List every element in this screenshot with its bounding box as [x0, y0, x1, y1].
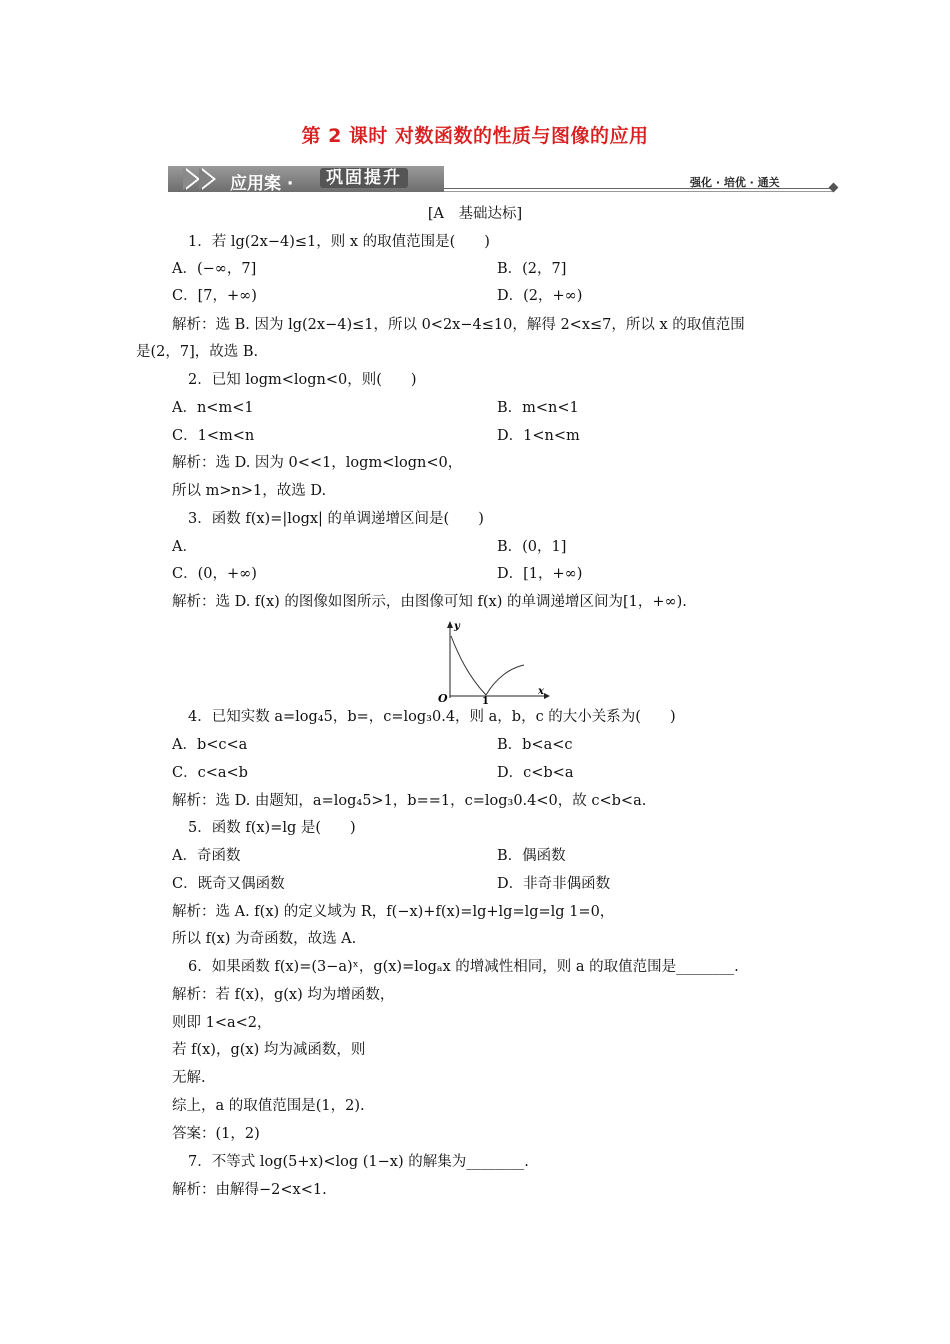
- banner-left-label: 应用案 ·: [230, 174, 294, 194]
- option-d: D．(2，+∞): [497, 288, 583, 304]
- option-b: B．m<n<1: [497, 400, 579, 416]
- solution-text: 所以 f(x) 为奇函数，故选 A.: [172, 931, 357, 947]
- curve-right: [486, 665, 524, 695]
- option-a: A．b<c<a: [172, 737, 248, 753]
- section-heading: [A 基础达标]: [427, 206, 523, 222]
- option-b: B．(0，1]: [497, 539, 567, 555]
- solution-text: 解析：选 D. 因为 0<<1，logm<logn<0，: [172, 455, 463, 471]
- page-title: 第 2 课时 对数函数的性质与图像的应用: [301, 125, 649, 147]
- solution-text: 是(2，7]，故选 B.: [136, 344, 259, 360]
- solution-text: 解析：选 D. f(x) 的图像如图所示，由图像可知 f(x) 的单调递增区间为[1，+∞).: [172, 594, 687, 610]
- option-a: A．(−∞，7]: [172, 261, 257, 277]
- origin-label: O: [438, 692, 448, 704]
- question-2: 2．已知 logm<logn<0，则( ): [188, 372, 417, 388]
- solution-text: 无解.: [172, 1070, 206, 1086]
- x-axis-arrow-icon: [544, 693, 550, 699]
- option-c: C．c<a<b: [172, 765, 248, 781]
- option-c: C．[7，+∞): [172, 288, 257, 304]
- curve-left: [451, 636, 486, 695]
- solution-text: 解析：选 D. 由题知，a=log₄5>1，b==1，c=log₃0.4<0，故 c<b<a.: [172, 793, 647, 809]
- chevron-icon: [183, 168, 197, 190]
- option-c: C．1<m<n: [172, 428, 255, 444]
- solution-text: 解析：选 B. 因为 lg(2x−4)≤1，所以 0<2x−4≤10，解得 2<x≤7，所以 x 的取值范围: [172, 317, 745, 333]
- option-a: A．奇函数: [172, 848, 241, 864]
- question-1: 1．若 lg(2x−4)≤1，则 x 的取值范围是( ): [188, 234, 490, 250]
- option-a: A．n<m<1: [172, 400, 254, 416]
- function-graph: [420, 618, 560, 704]
- option-a: A．: [172, 539, 197, 555]
- solution-text: 解析：由解得−2<x<1.: [172, 1182, 327, 1198]
- question-6: 6．如果函数 f(x)=(3−a)ˣ，g(x)=logₐx 的增减性相同，则 a 的取值范围是________.: [188, 959, 739, 975]
- solution-text: 解析：若 f(x)，g(x) 均为增函数，: [172, 987, 395, 1003]
- option-c: C．既奇又偶函数: [172, 876, 285, 892]
- answer-text: 答案：(1，2): [172, 1126, 260, 1142]
- option-d: D．c<b<a: [497, 765, 574, 781]
- banner-tag: 强化 · 培优 · 通关: [690, 176, 780, 189]
- x-axis-label: x: [538, 686, 544, 697]
- option-d: D．[1，+∞): [497, 566, 583, 582]
- option-b: B．b<a<c: [497, 737, 573, 753]
- solution-text: 则即 1<a<2，: [172, 1015, 272, 1031]
- option-c: C．(0，+∞): [172, 566, 257, 582]
- option-d: D．1<n<m: [497, 428, 580, 444]
- option-d: D．非奇非偶函数: [497, 876, 611, 892]
- tick-label: 1: [482, 696, 489, 704]
- solution-text: 所以 m>n>1，故选 D.: [172, 483, 327, 499]
- y-axis-label: y: [454, 621, 460, 632]
- banner-rule: [444, 191, 834, 192]
- banner-right-label: 巩固提升: [320, 168, 408, 188]
- y-axis-arrow-icon: [447, 621, 453, 628]
- chevron-icon: [199, 168, 213, 190]
- question-4: 4．已知实数 a=log₄5，b=，c=log₃0.4，则 a，b，c 的大小关系为( ): [188, 709, 676, 725]
- solution-text: 综上，a 的取值范围是(1，2).: [172, 1098, 365, 1114]
- option-b: B．偶函数: [497, 848, 566, 864]
- solution-text: 若 f(x)，g(x) 均为减函数，则: [172, 1042, 366, 1058]
- option-b: B．(2，7]: [497, 261, 567, 277]
- question-3: 3．函数 f(x)=|logx| 的单调递增区间是( ): [188, 511, 484, 527]
- solution-text: 解析：选 A. f(x) 的定义域为 R，f(−x)+f(x)=lg+lg=lg=lg 1=0，: [172, 904, 615, 920]
- question-5: 5．函数 f(x)=lg 是( ): [188, 820, 356, 836]
- question-7: 7．不等式 log(5+x)<log (1−x) 的解集为________.: [188, 1154, 529, 1170]
- section-banner: [168, 164, 840, 194]
